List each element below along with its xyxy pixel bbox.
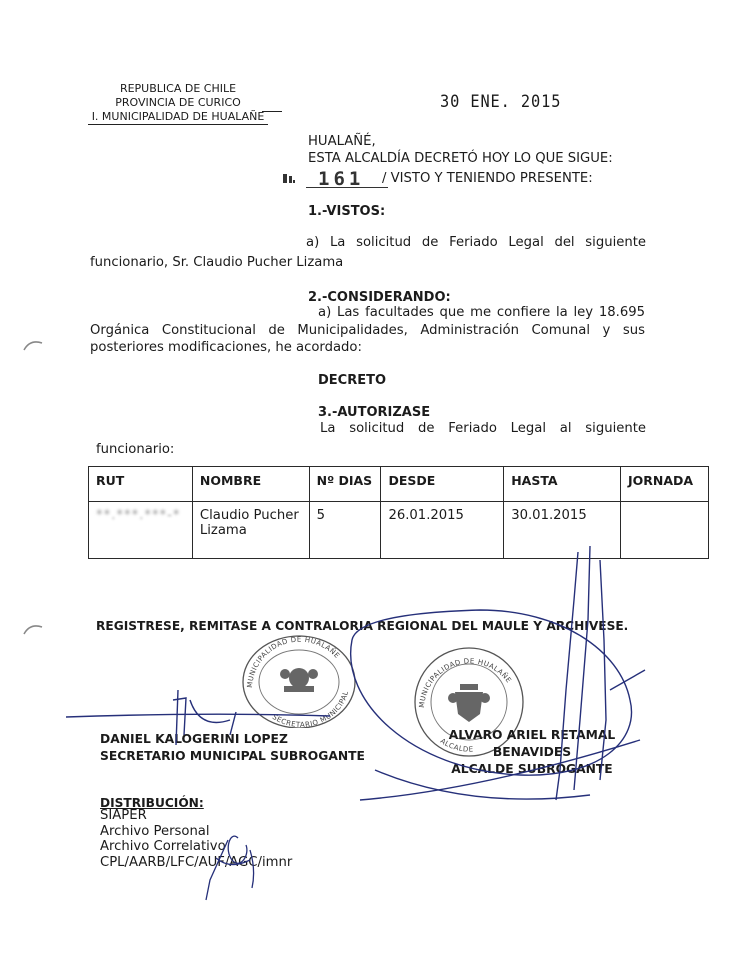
- seal-top-text: MUNICIPALIDAD DE HUALAÑE: [245, 635, 342, 689]
- date-stamp: 30 ENE. 2015: [440, 92, 562, 112]
- seal-bottom-text: ALCALDE: [438, 736, 474, 754]
- considerando-title: 2.-CONSIDERANDO:: [308, 290, 451, 305]
- considerando-line-1: a) Las facultades que me confiere la ley 18.695: [318, 305, 645, 320]
- decree-number: 161: [318, 168, 365, 190]
- cell-desde: 26.01.2015: [381, 502, 504, 559]
- col-header-rut: RUT: [89, 467, 193, 502]
- vistos-line-1: a) La solicitud de Feriado Legal del siguiente: [306, 235, 646, 250]
- letterhead-municipality: I. MUNICIPALIDAD DE HUALAÑE: [88, 110, 268, 125]
- visto-label: / VISTO Y TENIENDO PRESENTE:: [382, 171, 593, 186]
- redacted-rut: **.***.***-*: [96, 508, 181, 523]
- cell-dias: 5: [309, 502, 381, 559]
- list-item: Archivo Personal: [100, 823, 210, 839]
- autorizase-line-1: La solicitud de Feriado Legal al siguiente: [320, 421, 646, 436]
- col-header-hasta: HASTA: [504, 467, 621, 502]
- right-signature-scribble: [351, 546, 645, 800]
- seal-bottom-text: SECRETARIO MUNICIPAL: [270, 689, 351, 728]
- left-signer-name: DANIEL KALOGERINI LOPEZ: [100, 732, 288, 746]
- col-header-nombre: NOMBRE: [192, 467, 309, 502]
- considerando-line-2: Orgánica Constitucional de Municipalidades, Administración Comunal y sus: [90, 323, 645, 338]
- letterhead-country: REPUBLICA DE CHILE: [119, 82, 237, 95]
- col-header-desde: DESDE: [381, 467, 504, 502]
- cell-nombre: Claudio Pucher Lizama: [192, 502, 309, 559]
- initials-scribble: [206, 836, 254, 900]
- list-item: Archivo Correlativo: [100, 839, 226, 854]
- right-signer-title: ALCALDE SUBROGANTE: [451, 762, 613, 776]
- registrese-statement: REGISTRESE, REMITASE A CONTRALORIA REGIONAL DEL MAULE Y ARCHIVESE.: [96, 619, 629, 633]
- place-label: HUALAÑÉ,: [308, 134, 376, 149]
- left-signer-title: SECRETARIO MUNICIPAL SUBROGANTE: [100, 749, 365, 763]
- col-header-dias: Nº DIAS: [309, 467, 381, 502]
- visto-text: VISTO Y TENIENDO PRESENTE:: [390, 171, 593, 186]
- cell-hasta: 30.01.2015: [504, 502, 621, 559]
- col-header-jornada: JORNADA: [621, 467, 709, 502]
- list-item: SIAPER: [100, 808, 147, 823]
- left-signature-scribble: [66, 690, 330, 745]
- distribucion-title: DISTRIBUCIÓN:: [100, 796, 204, 810]
- seal-top-text: MUNICIPALIDAD DE HUALAÑE: [417, 657, 513, 709]
- decreto-title: DECRETO: [318, 373, 387, 388]
- vistos-line-2: funcionario, Sr. Claudio Pucher Lizama: [90, 255, 344, 270]
- considerando-line-3: posteriores modificaciones, he acordado:: [90, 340, 362, 355]
- vistos-title: 1.-VISTOS:: [308, 204, 386, 219]
- decree-statement: ESTA ALCALDÍA DECRETÓ HOY LO QUE SIGUE:: [308, 151, 613, 166]
- autorizase-line-2: funcionario:: [96, 442, 175, 457]
- autorizase-title: 3.-AUTORIZASE: [318, 405, 431, 420]
- list-item: CPL/AARB/LFC/AUF/AGC/imnr: [100, 854, 293, 870]
- letterhead-province: PROVINCIA DE CURICO: [115, 96, 241, 109]
- right-signer-name: ALVARO ARIEL RETAMAL BENAVIDES: [448, 728, 616, 759]
